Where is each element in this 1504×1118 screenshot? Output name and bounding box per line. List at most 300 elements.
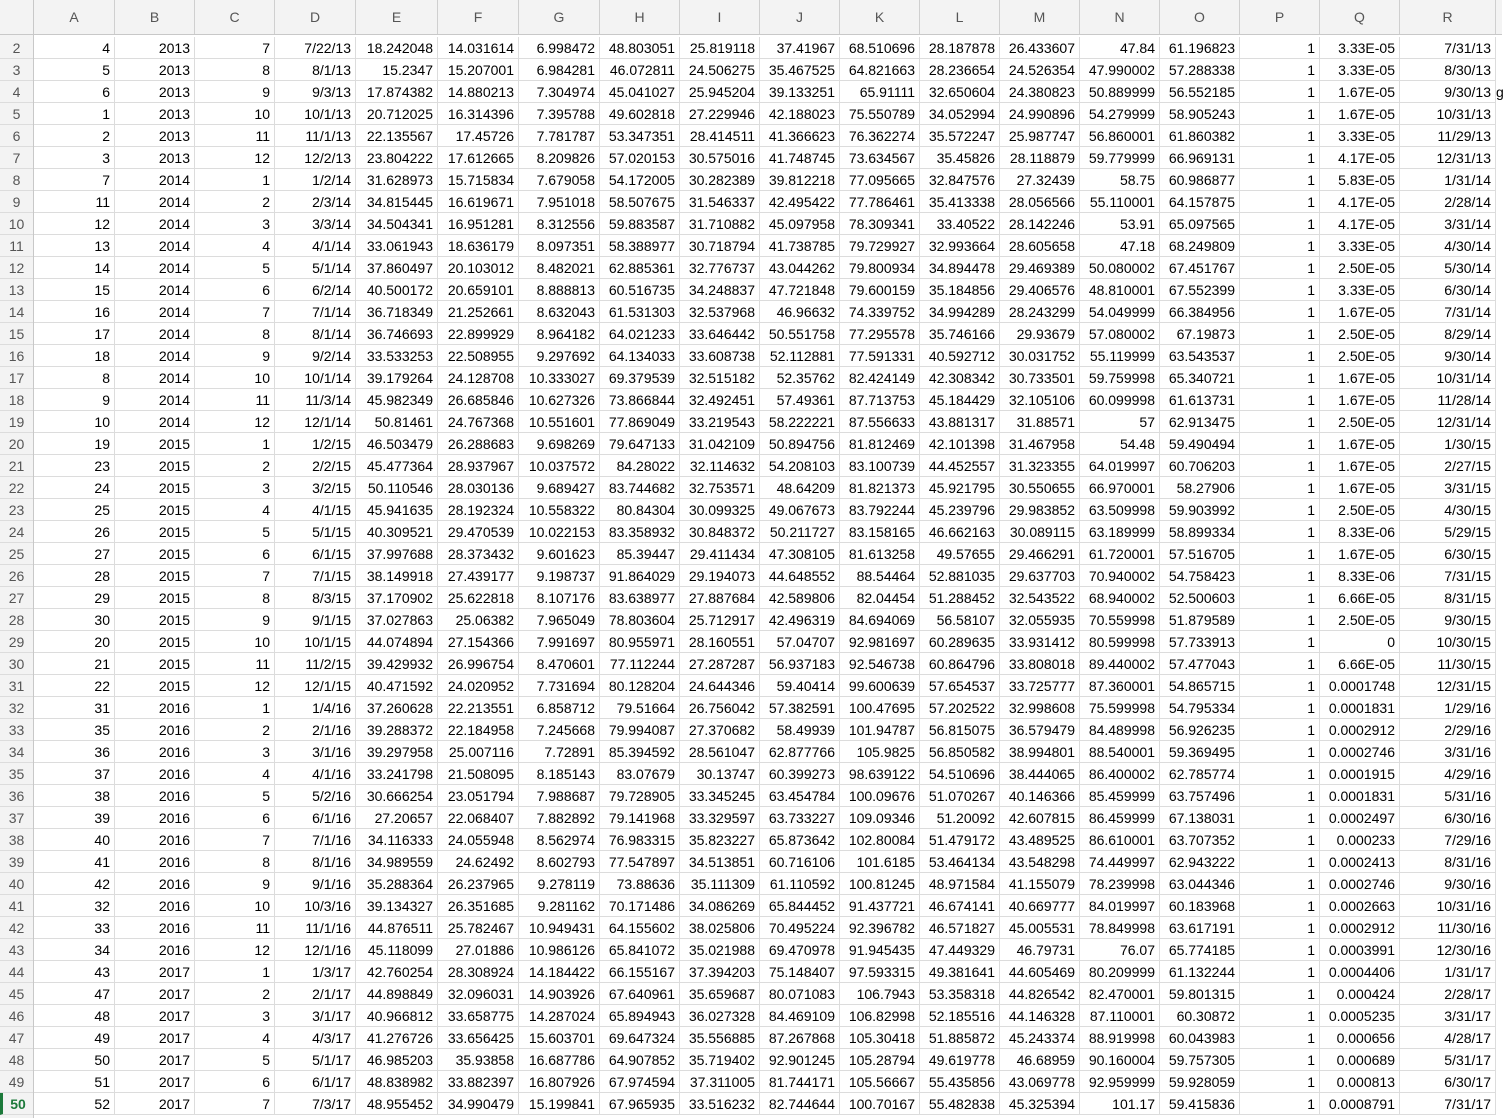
cell-o25[interactable]: 57.516705 xyxy=(1160,543,1240,565)
cell-a27[interactable]: 29 xyxy=(34,587,115,609)
cell-d50[interactable]: 7/3/17 xyxy=(275,1093,356,1115)
cell-f37[interactable]: 22.068407 xyxy=(438,807,519,829)
cell-o26[interactable]: 54.758423 xyxy=(1160,565,1240,587)
cell-r41[interactable]: 10/31/16 xyxy=(1400,895,1496,917)
row-header[interactable]: 29 xyxy=(0,631,33,653)
cell-f47[interactable]: 33.656425 xyxy=(438,1027,519,1049)
cell-g41[interactable]: 9.281162 xyxy=(519,895,600,917)
cell-r44[interactable]: 1/31/17 xyxy=(1400,961,1496,983)
cell-n29[interactable]: 80.599998 xyxy=(1080,631,1160,653)
cell-h24[interactable]: 83.358932 xyxy=(600,521,680,543)
cell-p49[interactable]: 1 xyxy=(1240,1071,1320,1093)
cell-c24[interactable]: 5 xyxy=(195,521,275,543)
cell-m35[interactable]: 38.444065 xyxy=(1000,763,1080,785)
cell-d33[interactable]: 2/1/16 xyxy=(275,719,356,741)
cell-i48[interactable]: 35.719402 xyxy=(680,1049,760,1071)
cell-a8[interactable]: 7 xyxy=(34,169,115,191)
cell-d27[interactable]: 8/3/15 xyxy=(275,587,356,609)
cell-f42[interactable]: 25.782467 xyxy=(438,917,519,939)
cell-f48[interactable]: 35.93858 xyxy=(438,1049,519,1071)
cell-o10[interactable]: 65.097565 xyxy=(1160,213,1240,235)
cell-e38[interactable]: 34.116333 xyxy=(356,829,438,851)
cell-h18[interactable]: 73.866844 xyxy=(600,389,680,411)
cell-c5[interactable]: 10 xyxy=(195,103,275,125)
row-header[interactable]: 14 xyxy=(0,301,33,323)
cell-c35[interactable]: 4 xyxy=(195,763,275,785)
cell-j21[interactable]: 54.208103 xyxy=(760,455,840,477)
cell-o41[interactable]: 60.183968 xyxy=(1160,895,1240,917)
cell-h10[interactable]: 59.883587 xyxy=(600,213,680,235)
cell-r11[interactable]: 4/30/14 xyxy=(1400,235,1496,257)
cell-k32[interactable]: 100.47695 xyxy=(840,697,920,719)
column-header-q[interactable]: Q xyxy=(1320,0,1400,34)
cell-n47[interactable]: 88.919998 xyxy=(1080,1027,1160,1049)
cell-d31[interactable]: 12/1/15 xyxy=(275,675,356,697)
column-header-f[interactable]: F xyxy=(438,0,519,34)
cell-g22[interactable]: 9.689427 xyxy=(519,477,600,499)
cell-c28[interactable]: 9 xyxy=(195,609,275,631)
cell-g21[interactable]: 10.037572 xyxy=(519,455,600,477)
cell-k7[interactable]: 73.634567 xyxy=(840,147,920,169)
cell-p22[interactable]: 1 xyxy=(1240,477,1320,499)
cell-p47[interactable]: 1 xyxy=(1240,1027,1320,1049)
cell-m15[interactable]: 29.93679 xyxy=(1000,323,1080,345)
row-header[interactable]: 7 xyxy=(0,147,33,169)
cell-c23[interactable]: 4 xyxy=(195,499,275,521)
cell-k8[interactable]: 77.095665 xyxy=(840,169,920,191)
cell-i46[interactable]: 36.027328 xyxy=(680,1005,760,1027)
cell-q41[interactable]: 0.0002663 xyxy=(1320,895,1400,917)
cell-l29[interactable]: 60.289635 xyxy=(920,631,1000,653)
cell-r32[interactable]: 1/29/16 xyxy=(1400,697,1496,719)
cell-h42[interactable]: 64.155602 xyxy=(600,917,680,939)
row-header[interactable]: 11 xyxy=(0,235,33,257)
cell-f17[interactable]: 24.128708 xyxy=(438,367,519,389)
cell-m27[interactable]: 32.543522 xyxy=(1000,587,1080,609)
cell-c31[interactable]: 12 xyxy=(195,675,275,697)
cell-q15[interactable]: 2.50E-05 xyxy=(1320,323,1400,345)
row-header[interactable]: 47 xyxy=(0,1027,33,1049)
cell-m39[interactable]: 43.548298 xyxy=(1000,851,1080,873)
cell-g31[interactable]: 7.731694 xyxy=(519,675,600,697)
cell-k14[interactable]: 74.339752 xyxy=(840,301,920,323)
cell-f29[interactable]: 27.154366 xyxy=(438,631,519,653)
cell-b32[interactable]: 2016 xyxy=(115,697,195,719)
cell-i2[interactable]: 25.819118 xyxy=(680,37,760,59)
cell-k6[interactable]: 76.362274 xyxy=(840,125,920,147)
cell-k28[interactable]: 84.694069 xyxy=(840,609,920,631)
cell-b15[interactable]: 2014 xyxy=(115,323,195,345)
cell-c30[interactable]: 11 xyxy=(195,653,275,675)
cell-k11[interactable]: 79.729927 xyxy=(840,235,920,257)
cell-o33[interactable]: 56.926235 xyxy=(1160,719,1240,741)
cell-d20[interactable]: 1/2/15 xyxy=(275,433,356,455)
row-header[interactable]: 40 xyxy=(0,873,33,895)
cell-p19[interactable]: 1 xyxy=(1240,411,1320,433)
cell-e7[interactable]: 23.804222 xyxy=(356,147,438,169)
cell-g49[interactable]: 16.807926 xyxy=(519,1071,600,1093)
row-header[interactable]: 36 xyxy=(0,785,33,807)
cell-l48[interactable]: 49.619778 xyxy=(920,1049,1000,1071)
cell-q47[interactable]: 0.000656 xyxy=(1320,1027,1400,1049)
cell-j38[interactable]: 65.873642 xyxy=(760,829,840,851)
cell-j18[interactable]: 57.49361 xyxy=(760,389,840,411)
cell-f14[interactable]: 21.252661 xyxy=(438,301,519,323)
cell-l37[interactable]: 51.20092 xyxy=(920,807,1000,829)
cell-m23[interactable]: 29.983852 xyxy=(1000,499,1080,521)
cell-c34[interactable]: 3 xyxy=(195,741,275,763)
cell-l42[interactable]: 46.571827 xyxy=(920,917,1000,939)
cell-j37[interactable]: 63.733227 xyxy=(760,807,840,829)
cell-k5[interactable]: 75.550789 xyxy=(840,103,920,125)
cell-c7[interactable]: 12 xyxy=(195,147,275,169)
cell-n13[interactable]: 48.810001 xyxy=(1080,279,1160,301)
cell-k48[interactable]: 105.28794 xyxy=(840,1049,920,1071)
cell-m21[interactable]: 31.323355 xyxy=(1000,455,1080,477)
cell-m38[interactable]: 43.489525 xyxy=(1000,829,1080,851)
cell-k2[interactable]: 68.510696 xyxy=(840,37,920,59)
cell-p12[interactable]: 1 xyxy=(1240,257,1320,279)
cell-j24[interactable]: 50.211727 xyxy=(760,521,840,543)
cell-d45[interactable]: 2/1/17 xyxy=(275,983,356,1005)
cell-i9[interactable]: 31.546337 xyxy=(680,191,760,213)
cell-e10[interactable]: 34.504341 xyxy=(356,213,438,235)
cell-j20[interactable]: 50.894756 xyxy=(760,433,840,455)
cell-p36[interactable]: 1 xyxy=(1240,785,1320,807)
cell-i27[interactable]: 27.887684 xyxy=(680,587,760,609)
cell-l40[interactable]: 48.971584 xyxy=(920,873,1000,895)
cell-c45[interactable]: 2 xyxy=(195,983,275,1005)
cell-p39[interactable]: 1 xyxy=(1240,851,1320,873)
cell-j23[interactable]: 49.067673 xyxy=(760,499,840,521)
cell-o47[interactable]: 60.043983 xyxy=(1160,1027,1240,1049)
cell-b21[interactable]: 2015 xyxy=(115,455,195,477)
cell-p35[interactable]: 1 xyxy=(1240,763,1320,785)
cell-e21[interactable]: 45.477364 xyxy=(356,455,438,477)
cell-l41[interactable]: 46.674141 xyxy=(920,895,1000,917)
cell-e3[interactable]: 15.2347 xyxy=(356,59,438,81)
cell-l30[interactable]: 60.864796 xyxy=(920,653,1000,675)
cell-e18[interactable]: 45.982349 xyxy=(356,389,438,411)
cell-r42[interactable]: 11/30/16 xyxy=(1400,917,1496,939)
cell-j12[interactable]: 43.044262 xyxy=(760,257,840,279)
cell-p2[interactable]: 1 xyxy=(1240,37,1320,59)
cell-n17[interactable]: 59.759998 xyxy=(1080,367,1160,389)
cell-m11[interactable]: 28.605658 xyxy=(1000,235,1080,257)
cell-r43[interactable]: 12/30/16 xyxy=(1400,939,1496,961)
cell-b25[interactable]: 2015 xyxy=(115,543,195,565)
cell-d6[interactable]: 11/1/13 xyxy=(275,125,356,147)
cell-p15[interactable]: 1 xyxy=(1240,323,1320,345)
cell-b24[interactable]: 2015 xyxy=(115,521,195,543)
row-header[interactable]: 23 xyxy=(0,499,33,521)
cell-i40[interactable]: 35.111309 xyxy=(680,873,760,895)
cell-n12[interactable]: 50.080002 xyxy=(1080,257,1160,279)
row-header[interactable]: 19 xyxy=(0,411,33,433)
cell-q18[interactable]: 1.67E-05 xyxy=(1320,389,1400,411)
cell-c25[interactable]: 6 xyxy=(195,543,275,565)
cell-c27[interactable]: 8 xyxy=(195,587,275,609)
cell-e41[interactable]: 39.134327 xyxy=(356,895,438,917)
cell-c49[interactable]: 6 xyxy=(195,1071,275,1093)
cell-a39[interactable]: 41 xyxy=(34,851,115,873)
cell-b29[interactable]: 2015 xyxy=(115,631,195,653)
row-header[interactable]: 10 xyxy=(0,213,33,235)
cell-e39[interactable]: 34.989559 xyxy=(356,851,438,873)
cell-c21[interactable]: 2 xyxy=(195,455,275,477)
row-header[interactable]: 21 xyxy=(0,455,33,477)
cell-r33[interactable]: 2/29/16 xyxy=(1400,719,1496,741)
cell-i26[interactable]: 29.194073 xyxy=(680,565,760,587)
cell-b50[interactable]: 2017 xyxy=(115,1093,195,1115)
cell-b9[interactable]: 2014 xyxy=(115,191,195,213)
cell-o32[interactable]: 54.795334 xyxy=(1160,697,1240,719)
cell-j36[interactable]: 63.454784 xyxy=(760,785,840,807)
cell-h17[interactable]: 69.379539 xyxy=(600,367,680,389)
cell-f15[interactable]: 22.899929 xyxy=(438,323,519,345)
cell-g47[interactable]: 15.603701 xyxy=(519,1027,600,1049)
cell-k15[interactable]: 77.295578 xyxy=(840,323,920,345)
cell-e35[interactable]: 33.241798 xyxy=(356,763,438,785)
cell-a33[interactable]: 35 xyxy=(34,719,115,741)
cell-d11[interactable]: 4/1/14 xyxy=(275,235,356,257)
cell-b26[interactable]: 2015 xyxy=(115,565,195,587)
cell-c13[interactable]: 6 xyxy=(195,279,275,301)
cell-q39[interactable]: 0.0002413 xyxy=(1320,851,1400,873)
cell-o9[interactable]: 64.157875 xyxy=(1160,191,1240,213)
cell-r31[interactable]: 12/31/15 xyxy=(1400,675,1496,697)
cell-k24[interactable]: 83.158165 xyxy=(840,521,920,543)
cell-a43[interactable]: 34 xyxy=(34,939,115,961)
cell-i4[interactable]: 25.945204 xyxy=(680,81,760,103)
cell-i39[interactable]: 34.513851 xyxy=(680,851,760,873)
cell-q50[interactable]: 0.0008791 xyxy=(1320,1093,1400,1115)
cell-o19[interactable]: 62.913475 xyxy=(1160,411,1240,433)
cell-c9[interactable]: 2 xyxy=(195,191,275,213)
cell-f2[interactable]: 14.031614 xyxy=(438,37,519,59)
cell-j41[interactable]: 65.844452 xyxy=(760,895,840,917)
cell-l8[interactable]: 32.847576 xyxy=(920,169,1000,191)
cell-k45[interactable]: 106.7943 xyxy=(840,983,920,1005)
cell-j2[interactable]: 37.41967 xyxy=(760,37,840,59)
cell-r6[interactable]: 11/29/13 xyxy=(1400,125,1496,147)
cell-h45[interactable]: 67.640961 xyxy=(600,983,680,1005)
column-header-l[interactable]: L xyxy=(920,0,1000,34)
cell-e40[interactable]: 35.288364 xyxy=(356,873,438,895)
cell-q43[interactable]: 0.0003991 xyxy=(1320,939,1400,961)
cell-b36[interactable]: 2016 xyxy=(115,785,195,807)
cell-e33[interactable]: 39.288372 xyxy=(356,719,438,741)
cell-j45[interactable]: 80.071083 xyxy=(760,983,840,1005)
cell-n28[interactable]: 70.559998 xyxy=(1080,609,1160,631)
cell-b20[interactable]: 2015 xyxy=(115,433,195,455)
cell-a13[interactable]: 15 xyxy=(34,279,115,301)
column-header-d[interactable]: D xyxy=(275,0,356,34)
column-header-j[interactable]: J xyxy=(760,0,840,34)
cell-q7[interactable]: 4.17E-05 xyxy=(1320,147,1400,169)
row-header[interactable]: 18 xyxy=(0,389,33,411)
cell-d21[interactable]: 2/2/15 xyxy=(275,455,356,477)
row-header[interactable]: 17 xyxy=(0,367,33,389)
cell-l34[interactable]: 56.850582 xyxy=(920,741,1000,763)
cell-o49[interactable]: 59.928059 xyxy=(1160,1071,1240,1093)
cell-q24[interactable]: 8.33E-06 xyxy=(1320,521,1400,543)
cell-o40[interactable]: 63.044346 xyxy=(1160,873,1240,895)
cell-f4[interactable]: 14.880213 xyxy=(438,81,519,103)
cell-q48[interactable]: 0.000689 xyxy=(1320,1049,1400,1071)
cell-d32[interactable]: 1/4/16 xyxy=(275,697,356,719)
cell-o17[interactable]: 65.340721 xyxy=(1160,367,1240,389)
cell-c47[interactable]: 4 xyxy=(195,1027,275,1049)
cell-i15[interactable]: 33.646442 xyxy=(680,323,760,345)
cell-a15[interactable]: 17 xyxy=(34,323,115,345)
cell-m18[interactable]: 32.105106 xyxy=(1000,389,1080,411)
cell-c50[interactable]: 7 xyxy=(195,1093,275,1115)
cell-p18[interactable]: 1 xyxy=(1240,389,1320,411)
cell-i33[interactable]: 27.370682 xyxy=(680,719,760,741)
cell-l32[interactable]: 57.202522 xyxy=(920,697,1000,719)
cell-h27[interactable]: 83.638977 xyxy=(600,587,680,609)
cell-o5[interactable]: 58.905243 xyxy=(1160,103,1240,125)
cell-i25[interactable]: 29.411434 xyxy=(680,543,760,565)
cell-h19[interactable]: 77.869049 xyxy=(600,411,680,433)
cell-i29[interactable]: 28.160551 xyxy=(680,631,760,653)
cell-d40[interactable]: 9/1/16 xyxy=(275,873,356,895)
cell-q44[interactable]: 0.0004406 xyxy=(1320,961,1400,983)
cell-k37[interactable]: 109.09346 xyxy=(840,807,920,829)
cell-k16[interactable]: 77.591331 xyxy=(840,345,920,367)
cell-j27[interactable]: 42.589806 xyxy=(760,587,840,609)
cell-m9[interactable]: 28.056566 xyxy=(1000,191,1080,213)
cell-e24[interactable]: 40.309521 xyxy=(356,521,438,543)
cell-i19[interactable]: 33.219543 xyxy=(680,411,760,433)
cell-k27[interactable]: 82.04454 xyxy=(840,587,920,609)
cell-r46[interactable]: 3/31/17 xyxy=(1400,1005,1496,1027)
cell-b22[interactable]: 2015 xyxy=(115,477,195,499)
cell-i5[interactable]: 27.229946 xyxy=(680,103,760,125)
cell-c42[interactable]: 11 xyxy=(195,917,275,939)
cell-p46[interactable]: 1 xyxy=(1240,1005,1320,1027)
cell-p20[interactable]: 1 xyxy=(1240,433,1320,455)
cell-h47[interactable]: 69.647324 xyxy=(600,1027,680,1049)
cell-g34[interactable]: 7.72891 xyxy=(519,741,600,763)
cell-e43[interactable]: 45.118099 xyxy=(356,939,438,961)
cell-a19[interactable]: 10 xyxy=(34,411,115,433)
cell-k40[interactable]: 100.81245 xyxy=(840,873,920,895)
cell-a47[interactable]: 49 xyxy=(34,1027,115,1049)
cell-m12[interactable]: 29.469389 xyxy=(1000,257,1080,279)
cell-m44[interactable]: 44.605469 xyxy=(1000,961,1080,983)
cell-e37[interactable]: 27.20657 xyxy=(356,807,438,829)
cell-q14[interactable]: 1.67E-05 xyxy=(1320,301,1400,323)
cell-l31[interactable]: 57.654537 xyxy=(920,675,1000,697)
row-header[interactable]: 25 xyxy=(0,543,33,565)
cell-g14[interactable]: 8.632043 xyxy=(519,301,600,323)
cell-c32[interactable]: 1 xyxy=(195,697,275,719)
cell-n40[interactable]: 78.239998 xyxy=(1080,873,1160,895)
cell-n35[interactable]: 86.400002 xyxy=(1080,763,1160,785)
cell-q4[interactable]: 1.67E-05 xyxy=(1320,81,1400,103)
cell-a29[interactable]: 20 xyxy=(34,631,115,653)
cell-j19[interactable]: 58.222221 xyxy=(760,411,840,433)
cell-n24[interactable]: 63.189999 xyxy=(1080,521,1160,543)
row-header[interactable]: 37 xyxy=(0,807,33,829)
cell-f32[interactable]: 22.213551 xyxy=(438,697,519,719)
cell-o24[interactable]: 58.899334 xyxy=(1160,521,1240,543)
cell-i7[interactable]: 30.575016 xyxy=(680,147,760,169)
cell-e32[interactable]: 37.260628 xyxy=(356,697,438,719)
cell-l11[interactable]: 32.993664 xyxy=(920,235,1000,257)
cell-k26[interactable]: 88.54464 xyxy=(840,565,920,587)
cell-r39[interactable]: 8/31/16 xyxy=(1400,851,1496,873)
cell-e6[interactable]: 22.135567 xyxy=(356,125,438,147)
cell-r26[interactable]: 7/31/15 xyxy=(1400,565,1496,587)
cell-a42[interactable]: 33 xyxy=(34,917,115,939)
cell-d38[interactable]: 7/1/16 xyxy=(275,829,356,851)
cell-c22[interactable]: 3 xyxy=(195,477,275,499)
cell-a21[interactable]: 23 xyxy=(34,455,115,477)
cell-i23[interactable]: 30.099325 xyxy=(680,499,760,521)
cell-r3[interactable]: 8/30/13 xyxy=(1400,59,1496,81)
cell-o8[interactable]: 60.986877 xyxy=(1160,169,1240,191)
cell-q23[interactable]: 2.50E-05 xyxy=(1320,499,1400,521)
cell-e30[interactable]: 39.429932 xyxy=(356,653,438,675)
cell-p26[interactable]: 1 xyxy=(1240,565,1320,587)
cell-p4[interactable]: 1 xyxy=(1240,81,1320,103)
cell-l49[interactable]: 55.435856 xyxy=(920,1071,1000,1093)
cell-l15[interactable]: 35.746166 xyxy=(920,323,1000,345)
cell-q36[interactable]: 0.0001831 xyxy=(1320,785,1400,807)
cell-p5[interactable]: 1 xyxy=(1240,103,1320,125)
cell-h44[interactable]: 66.155167 xyxy=(600,961,680,983)
cell-g43[interactable]: 10.986126 xyxy=(519,939,600,961)
cell-p23[interactable]: 1 xyxy=(1240,499,1320,521)
cell-d47[interactable]: 4/3/17 xyxy=(275,1027,356,1049)
column-header-r[interactable]: R xyxy=(1400,0,1496,34)
cell-c17[interactable]: 10 xyxy=(195,367,275,389)
cell-a25[interactable]: 27 xyxy=(34,543,115,565)
cell-q27[interactable]: 6.66E-05 xyxy=(1320,587,1400,609)
cell-k47[interactable]: 105.30418 xyxy=(840,1027,920,1049)
cell-c41[interactable]: 10 xyxy=(195,895,275,917)
cell-g11[interactable]: 8.097351 xyxy=(519,235,600,257)
column-header-a[interactable]: A xyxy=(34,0,115,34)
select-all-corner[interactable] xyxy=(0,0,34,34)
cell-h43[interactable]: 65.841072 xyxy=(600,939,680,961)
cell-n18[interactable]: 60.099998 xyxy=(1080,389,1160,411)
cell-h49[interactable]: 67.974594 xyxy=(600,1071,680,1093)
cell-h25[interactable]: 85.39447 xyxy=(600,543,680,565)
column-header-m[interactable]: M xyxy=(1000,0,1080,34)
cell-d23[interactable]: 4/1/15 xyxy=(275,499,356,521)
cell-k31[interactable]: 99.600639 xyxy=(840,675,920,697)
cell-b5[interactable]: 2013 xyxy=(115,103,195,125)
cell-p33[interactable]: 1 xyxy=(1240,719,1320,741)
cell-q46[interactable]: 0.0005235 xyxy=(1320,1005,1400,1027)
cell-p30[interactable]: 1 xyxy=(1240,653,1320,675)
cell-i16[interactable]: 33.608738 xyxy=(680,345,760,367)
cell-f36[interactable]: 23.051794 xyxy=(438,785,519,807)
cell-a50[interactable]: 52 xyxy=(34,1093,115,1115)
cell-p50[interactable]: 1 xyxy=(1240,1093,1320,1115)
cell-q38[interactable]: 0.000233 xyxy=(1320,829,1400,851)
cell-d16[interactable]: 9/2/14 xyxy=(275,345,356,367)
cell-g9[interactable]: 7.951018 xyxy=(519,191,600,213)
cell-d17[interactable]: 10/1/14 xyxy=(275,367,356,389)
cell-p37[interactable]: 1 xyxy=(1240,807,1320,829)
cell-h35[interactable]: 83.07679 xyxy=(600,763,680,785)
cell-g28[interactable]: 7.965049 xyxy=(519,609,600,631)
